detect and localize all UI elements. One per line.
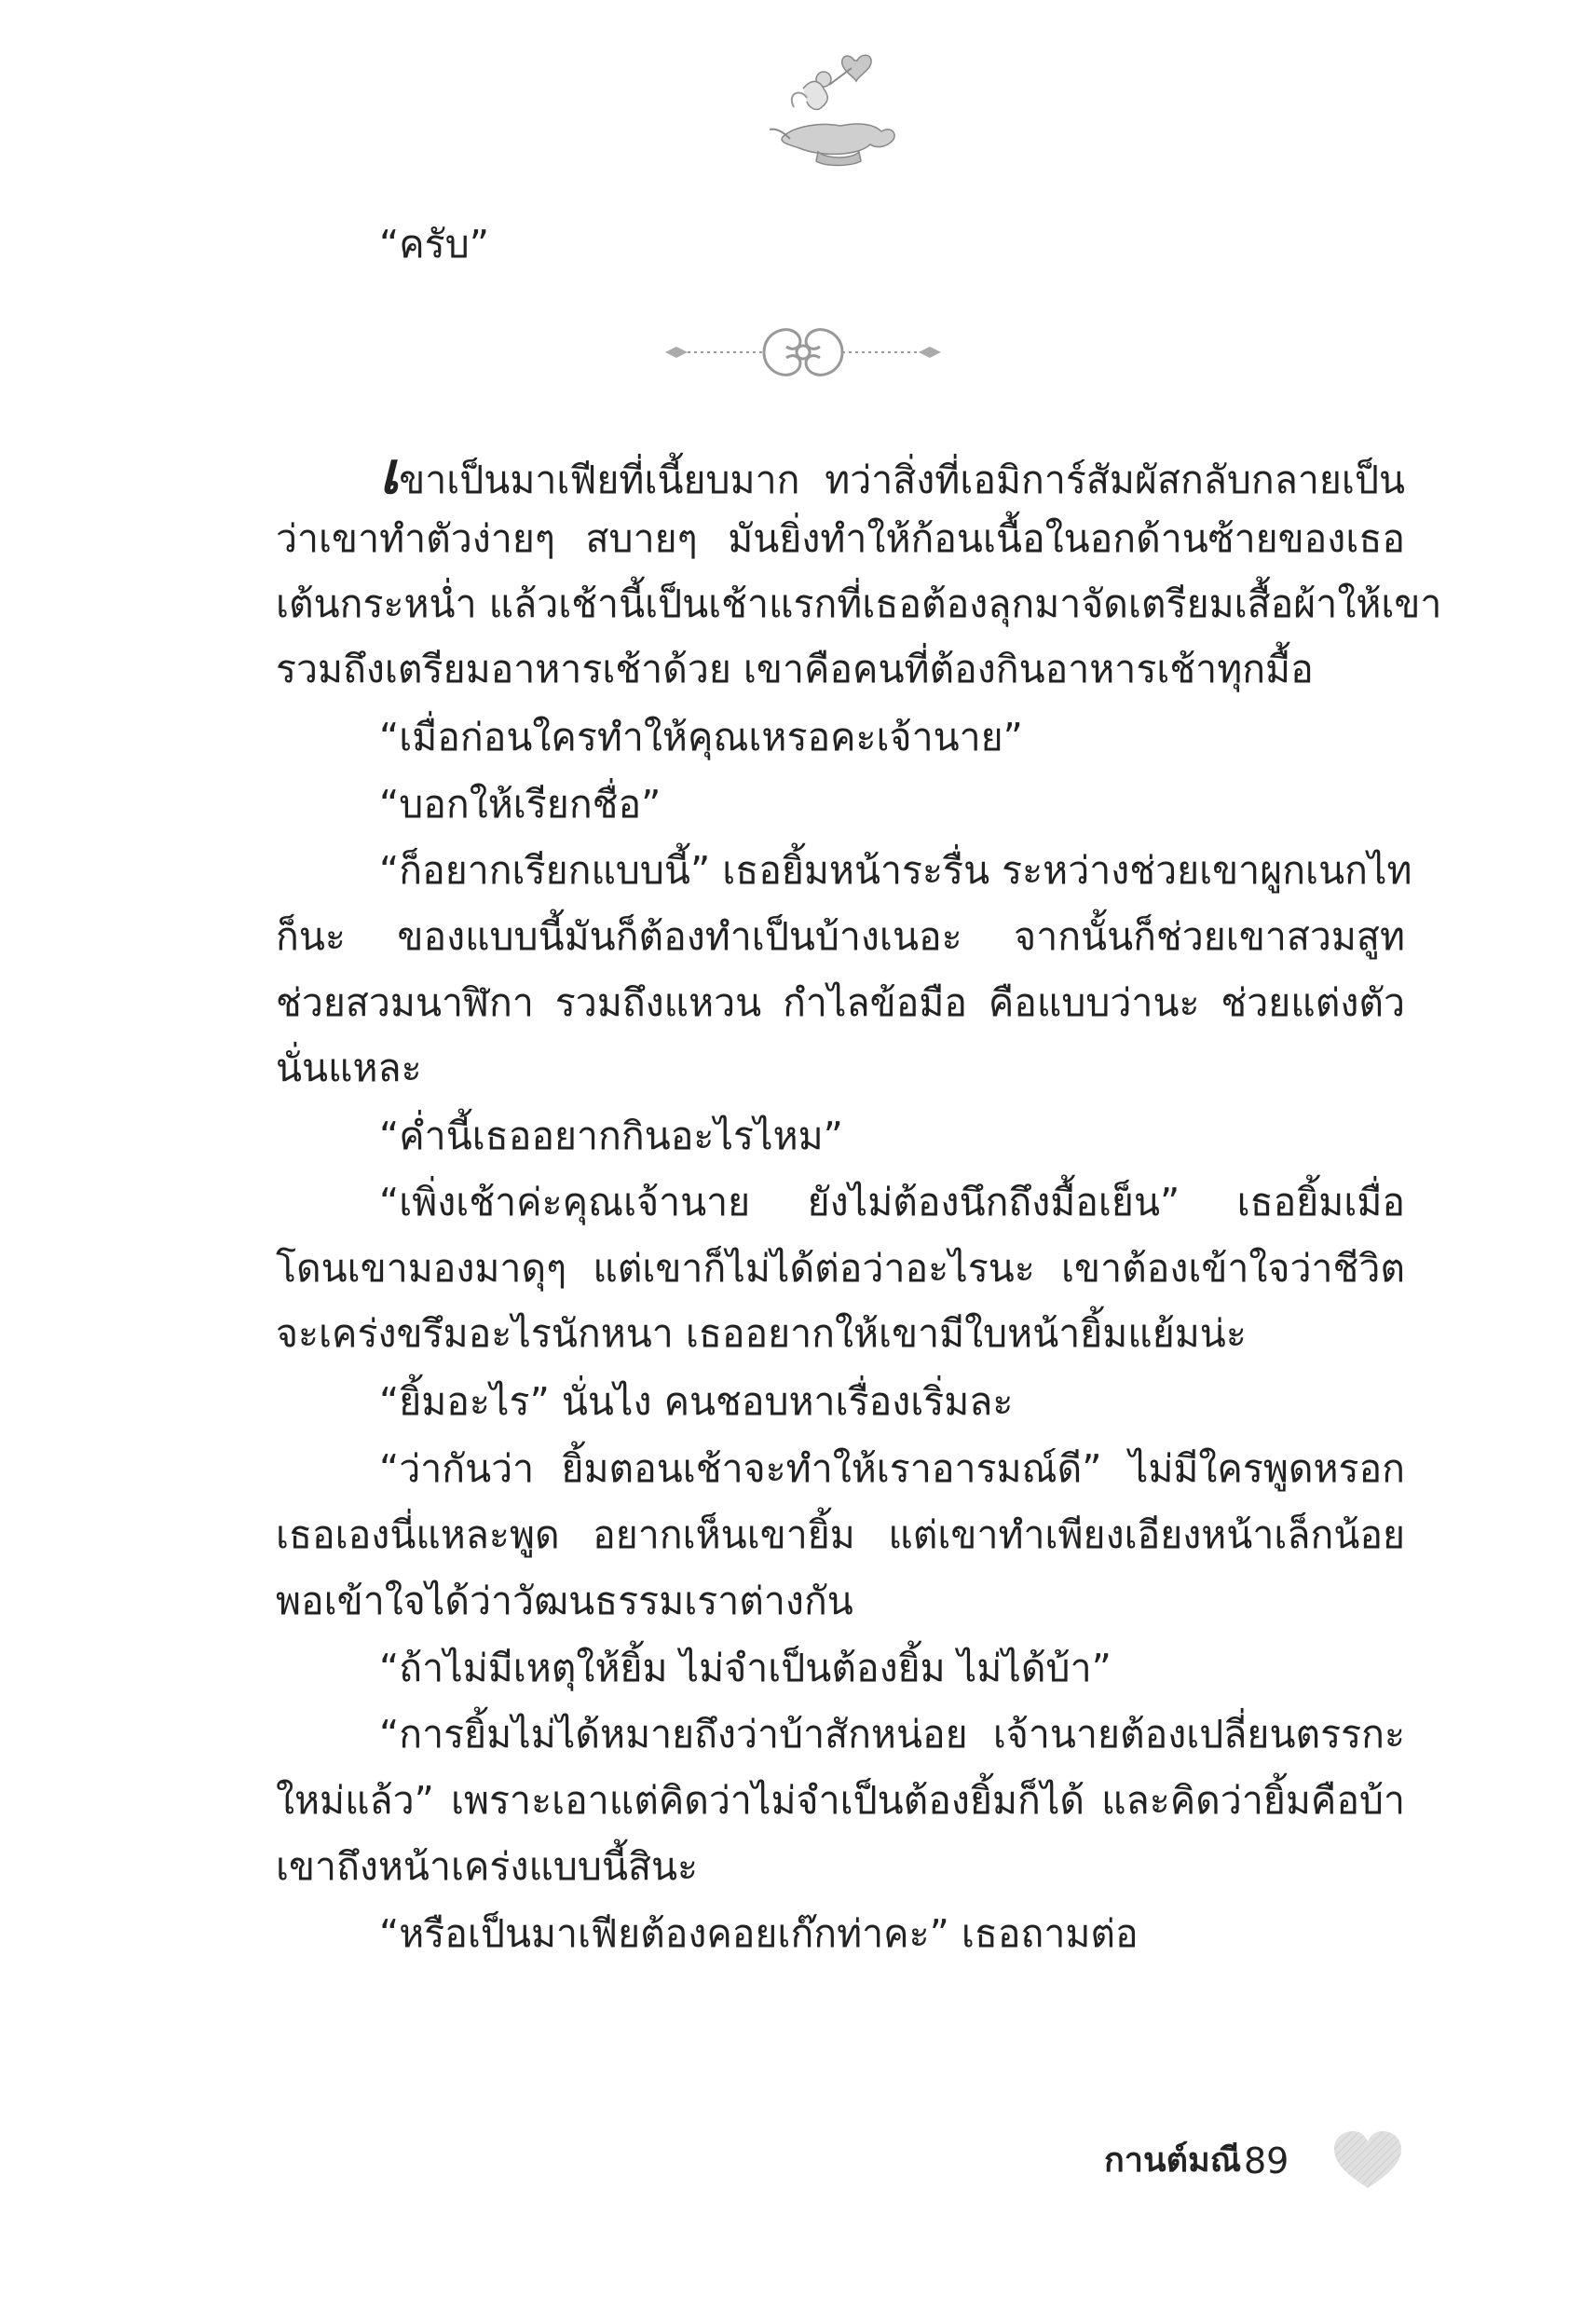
page-number: 89 bbox=[1244, 2140, 1289, 2181]
paragraph-line bbox=[379, 439, 1405, 507]
dialogue-line: “ครับ” bbox=[379, 222, 489, 267]
dialogue-line: “หรือเป็นมาเฟียต้องคอยเก๊กท่าคะ” เธอถามต่อ bbox=[379, 1911, 1139, 1956]
paragraph-line: ก็นะ ของแบบนี้มันก็ต้องทำเป็นบ้างเนอะ จากนั้นก็ช่วยเขาสวมสูท bbox=[276, 914, 1405, 959]
paragraph-line: “ก็อยากเรียกแบบนี้” เธอยิ้มหน้าระรื่น ระหว่างช่วยเขาผูกเนกไท bbox=[379, 848, 1412, 893]
dialogue-line: “ยิ้มอะไร” นั่นไง คนชอบหาเรื่องเริ่มละ bbox=[379, 1379, 1014, 1424]
paragraph-line: เขาถึงหน้าเคร่งแบบนี้สินะ bbox=[276, 1844, 699, 1889]
dialogue-line: “ค่ำนี้เธออยากกินอะไรไหม” bbox=[379, 1114, 843, 1158]
paragraph-line: “เพิ่งเช้าค่ะคุณเจ้านาย ยังไม่ต้องนึกถึงมื้อเย็น” เธอยิ้มเมื่อ bbox=[379, 1180, 1405, 1224]
paragraph-line: ใหม่แล้ว” เพราะเอาแต่คิดว่าไม่จำเป็นต้องยิ้มก็ได้ และคิดว่ายิ้มคือบ้า bbox=[276, 1778, 1405, 1823]
paragraph-line: “ว่ากันว่า ยิ้มตอนเช้าจะทำให้เราอารมณ์ดี” ไม่มีใครพูดหรอก bbox=[379, 1446, 1405, 1491]
paragraph-line-text: ขาเป็นมาเฟียที่เนี้ยบมาก ทว่าสิ่งที่เอมิการ์สัมผัสกลับกลายเป็น bbox=[399, 458, 1405, 502]
heart-icon bbox=[1330, 2128, 1405, 2192]
paragraph-line: รวมถึงเตรียมอาหารเช้าด้วย เขาคือคนที่ต้องกินอาหารเช้าทุกมื้อ bbox=[276, 647, 1314, 691]
dialogue-line: “ถ้าไม่มีเหตุให้ยิ้ม ไม่จำเป็นต้องยิ้ม ไม่ได้บ้า” bbox=[379, 1646, 1112, 1690]
paragraph-line: จะเคร่งขรึมอะไรนักหนา เธออยากให้เขามีใบหน้ายิ้มแย้มน่ะ bbox=[276, 1311, 1247, 1356]
paragraph-line: เธอเองนี่แหละพูด อยากเห็นเขายิ้ม แต่เขาทำเพียงเอียงหน้าเล็กน้อย bbox=[276, 1512, 1405, 1557]
paragraph-line: ว่าเขาทำตัวง่ายๆ สบายๆ มันยิ่งทำให้ก้อนเนื้อในอกด้านซ้ายของเธอ bbox=[276, 516, 1405, 561]
book-title: กานต์มณี bbox=[1104, 2141, 1242, 2180]
dialogue-line: “เมื่อก่อนใครทำให้คุณเหรอคะเจ้านาย” bbox=[379, 715, 1023, 759]
scroll-divider-icon bbox=[663, 309, 943, 395]
paragraph-line: ช่วยสวมนาฬิกา รวมถึงแหวน กำไลข้อมือ คือแบบว่านะ ช่วยแต่งตัว bbox=[276, 980, 1405, 1025]
paragraph-line: พอเข้าใจได้ว่าวัฒนธรรมเราต่างกัน bbox=[276, 1579, 853, 1623]
genie-lamp-cupid-icon bbox=[766, 51, 906, 172]
paragraph-line: “การยิ้มไม่ได้หมายถึงว่าบ้าสักหน่อย เจ้านายต้องเปลี่ยนตรรกะ bbox=[379, 1712, 1405, 1757]
paragraph-line: นั่นแหละ bbox=[276, 1046, 422, 1090]
drop-cap: เ bbox=[379, 439, 400, 507]
dialogue-line: “บอกให้เรียกชื่อ” bbox=[379, 782, 662, 827]
paragraph-line: เต้นกระหน่ำ แล้วเช้านี้เป็นเช้าแรกที่เธอต้องลุกมาจัดเตรียมเสื้อผ้าให้เขา bbox=[276, 581, 1442, 626]
paragraph-line: โดนเขามองมาดุๆ แต่เขาก็ไม่ได้ต่อว่าอะไรนะ เขาต้องเข้าใจว่าชีวิต bbox=[276, 1246, 1405, 1291]
